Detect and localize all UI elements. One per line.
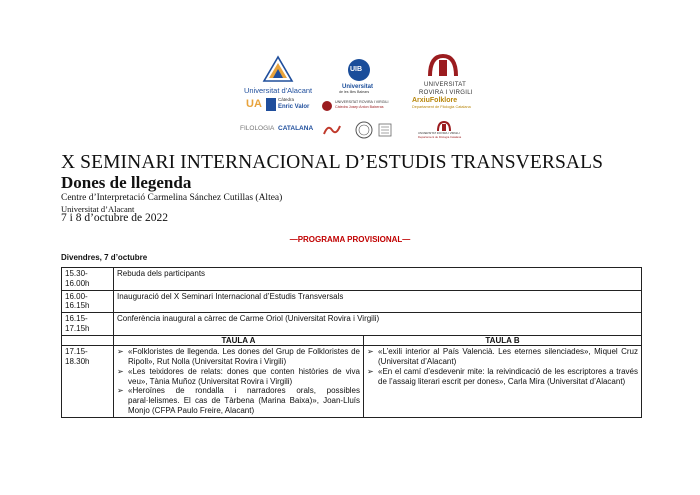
time-cell: 17.15-18.30h: [62, 346, 114, 417]
talk-text: «Les teixidores de relats: dones que conten històries de viva veu», Tània Muñoz (Universitat Rovira i Virgili): [128, 366, 360, 386]
university-line: Universitat d’Alacant: [61, 204, 135, 214]
program-label: —PROGRAMA PROVISIONAL—: [289, 235, 411, 244]
bullet-arrow-icon: ➢: [367, 347, 374, 357]
day-label: Divendres, 7 d’octubre: [61, 253, 148, 262]
program-table: [61, 267, 642, 418]
arxiu-sub: Departament de Filologia Catalana: [412, 105, 471, 109]
uib-name: Universitat: [342, 84, 374, 90]
ua-catedra-logo: [246, 98, 310, 114]
talk-text: «Heroïnes de rondalla i narradores orals, possibles paral·lelismes. El cas de Tàrbena (Marina Baixa)», Joan-Lluís Monjo (CFPA Paulo Freire, Alacant): [128, 386, 360, 415]
talk-text: «L’exili interior al País Valencià. Les eternes silenciades», Miquel Cruz (Universitat d’Alacant): [378, 347, 638, 366]
seal-red-icon: [322, 122, 342, 138]
activity-cell: Conferència inaugural a càrrec de Carme Oriol (Universitat Rovira i Virgili): [114, 313, 642, 336]
filologia-logo: [240, 124, 316, 136]
catedra-mark-icon: [266, 98, 276, 111]
seal-circle-icon: [354, 121, 374, 139]
bullet-arrow-icon: ➢: [117, 347, 124, 357]
activity-cell: Rebuda dels participants: [114, 268, 642, 291]
activity-cell: Inauguració del X Seminari Internacional d’Estudis Transversals: [114, 290, 642, 313]
seal-logo-3: [378, 123, 392, 137]
table-row: [62, 290, 642, 313]
catedra-top: Càtedra: [278, 97, 295, 102]
dept-line2: Departament de Filologia Catalana: [418, 135, 462, 139]
ua-short: UA: [246, 98, 262, 110]
time-cell: 16.15-17.15h: [62, 313, 114, 336]
table-row: [62, 313, 642, 336]
ua-logo: [238, 55, 318, 97]
bullet-arrow-icon: ➢: [367, 366, 374, 376]
urv-emblem-icon: [426, 52, 460, 80]
seal-logo-1: [322, 122, 342, 138]
urv-name-1: UNIVERSITAT: [424, 82, 467, 88]
dept-line1: UNIVERSITAT ROVIRA I VIRGILI: [418, 131, 460, 135]
uib-sub: de les Illes Balears: [339, 90, 370, 94]
list-item: [117, 347, 360, 367]
list-item: [367, 367, 638, 387]
time-cell: 15.30-16.00h: [62, 268, 114, 291]
catedra-main: Enric Valor: [278, 104, 310, 110]
seal-stripes-icon: [378, 123, 392, 137]
urv-catedra-logo: [322, 100, 392, 114]
table-row: [62, 268, 642, 291]
bullet-arrow-icon: ➢: [117, 386, 124, 396]
taula-b-cell: [364, 346, 642, 417]
urv-logo: [412, 52, 474, 98]
taula-a-cell: [114, 346, 364, 417]
taula-a-header: TAULA A: [114, 335, 364, 346]
dept-logo: [414, 120, 474, 140]
urv-catedra-line1: UNIVERSITAT ROVIRA I VIRGILI: [335, 100, 389, 104]
urv-catedra-line2: Càtedra Josep Anton Baixeras: [335, 105, 384, 109]
bullet-arrow-icon: ➢: [117, 366, 124, 376]
uib-logo: [334, 58, 384, 98]
list-item: [117, 386, 360, 415]
seminar-subtitle: Dones de llegenda: [61, 173, 192, 192]
seminar-title: X SEMINARI INTERNACIONAL D’ESTUDIS TRANSVERSALS: [61, 152, 604, 173]
filologia-prefix: FILOLOGIA: [240, 125, 275, 132]
list-item: [117, 367, 360, 387]
talk-text: «Folkloristes de llegenda. Les dones del Grup de Folkloristes de Ripoll», Rut Nolla (Universitat Rovira i Virgili): [128, 347, 360, 366]
arxiu-logo: [412, 97, 474, 115]
table-row: [62, 346, 642, 417]
list-item: [367, 347, 638, 367]
ua-emblem-icon: [260, 55, 296, 85]
filologia-main: CATALANA: [278, 125, 314, 132]
arxiu-main: ArxiuFolklore: [412, 97, 458, 104]
seal-logo-2: [354, 121, 374, 139]
venue-line: Centre d’Interpretació Carmelina Sánchez Cutillas (Altea): [61, 193, 283, 203]
time-cell: 16.00-16.15h: [62, 290, 114, 313]
urv-catedra-mark-icon: [322, 101, 332, 111]
uib-badge: UIB: [350, 66, 363, 73]
table-header-row: [62, 335, 642, 346]
ua-name: Universitat d'Alacant: [244, 86, 313, 95]
empty-header-cell: [62, 335, 114, 346]
taula-b-header: TAULA B: [364, 335, 642, 346]
talk-text: «En el camí d’esdevenir mite: la reivindicació de les escriptores a través de l’assaig literari escrit per dones», Carla Mira (Universitat d’Alacant): [378, 366, 638, 386]
urv-name-2: ROVIRA I VIRGILI: [419, 90, 473, 96]
dates-line: 7 i 8 d’octubre de 2022: [61, 212, 168, 224]
